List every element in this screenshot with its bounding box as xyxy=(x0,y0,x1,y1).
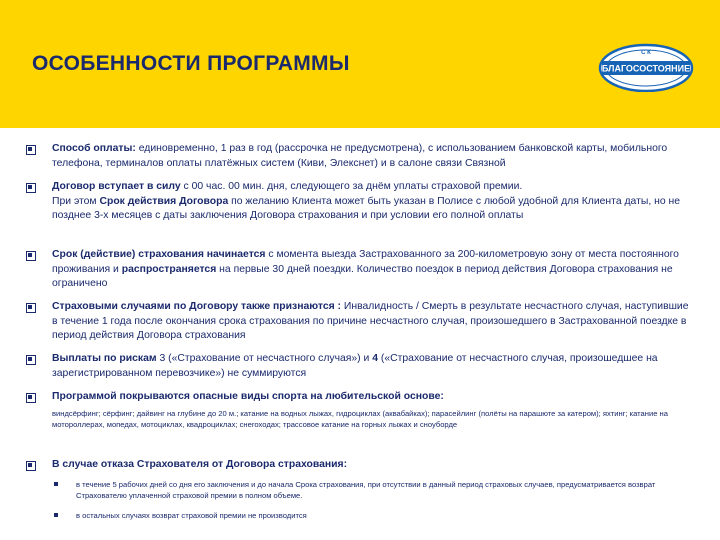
header-band xyxy=(0,0,720,128)
bullet-dot-icon xyxy=(54,513,58,517)
checkbox-bullet-icon xyxy=(26,461,36,471)
logo-top-text: С К xyxy=(641,50,651,56)
checkbox-bullet-icon xyxy=(26,145,36,155)
item-text: Программой покрываются опасные виды спорта на любительской основе: xyxy=(52,391,444,402)
bullet-dot-icon xyxy=(54,482,58,486)
sub-item: в течение 5 рабочих дней со дня его заключения и до начала Срока страхования, при отсутствии в данный период страховых случаев, предусматривается возврат Страхователю уплаченной страховой премии в полном объеме. xyxy=(76,479,696,501)
item-text: Срок (действие) страхования начинается с момента выезда Застрахованного за 200-километровую зону от места постоянного проживания и распространяется на первые 30 дней поездки. Количество поездок в период действия Договора страхования не ограничено xyxy=(52,249,679,290)
checkbox-bullet-icon xyxy=(26,183,36,193)
checkbox-bullet-icon xyxy=(26,355,36,365)
company-logo xyxy=(598,40,694,92)
item-text: Страховыми случаями по Договору также признаются : Инвалидность / Смерть в результате несчастного случая, наступившие в течение 1 года после окончания срока страхования по причине несчастного случая, произошедшего в Застрахованной поездке в период действия Договора страхования xyxy=(52,301,689,342)
logo-main-text: БЛАГОСОСТОЯНИЕ xyxy=(601,63,691,74)
page-title: ОСОБЕННОСТИ ПРОГРАММЫ xyxy=(32,52,350,75)
sub-item: в остальных случаях возврат страховой премии не производится xyxy=(76,510,696,521)
sports-note: виндсёрфинг; сёрфинг; дайвинг на глубине до 20 м.; катание на водных лыжах, гидроциклах (аквабайках); парасейлинг (полёты на парашюте за катером); яхтинг; катание на мотороллерах, мопедах, мотоциклах, квадроциклах; снегоходах; трассовое катание на горных лыжах и сноуборде xyxy=(52,409,668,429)
item-text: Способ оплаты: единовременно, 1 раз в год (рассрочка не предусмотрена), с использованием банковской карты, мобильного телефона, терминалов оплаты платёжных систем (Киви, Элекснет) и в салоне связи Связной xyxy=(52,143,668,169)
item-text: Выплаты по рискам 3 («Страхование от несчастного случая») и 4 («Страхование от несчастного случая, произошедшее на зарегистрированном перевозчике») не суммируются xyxy=(52,353,658,379)
item-text: Договор вступает в силу с 00 час. 00 мин. дня, следующего за днём уплаты страховой премии. При этом Срок действия Договора по желанию Клиента может быть указан в Полисе с любой удобной для Клиента даты, но не позднее 3-х месяцев с даты заключения Договора страхования и при условии его полной оплаты xyxy=(52,181,681,222)
checkbox-bullet-icon xyxy=(26,303,36,313)
checkbox-bullet-icon xyxy=(26,393,36,403)
checkbox-bullet-icon xyxy=(26,251,36,261)
item-text: В случае отказа Страхователя от Договора страхования: xyxy=(52,459,348,470)
